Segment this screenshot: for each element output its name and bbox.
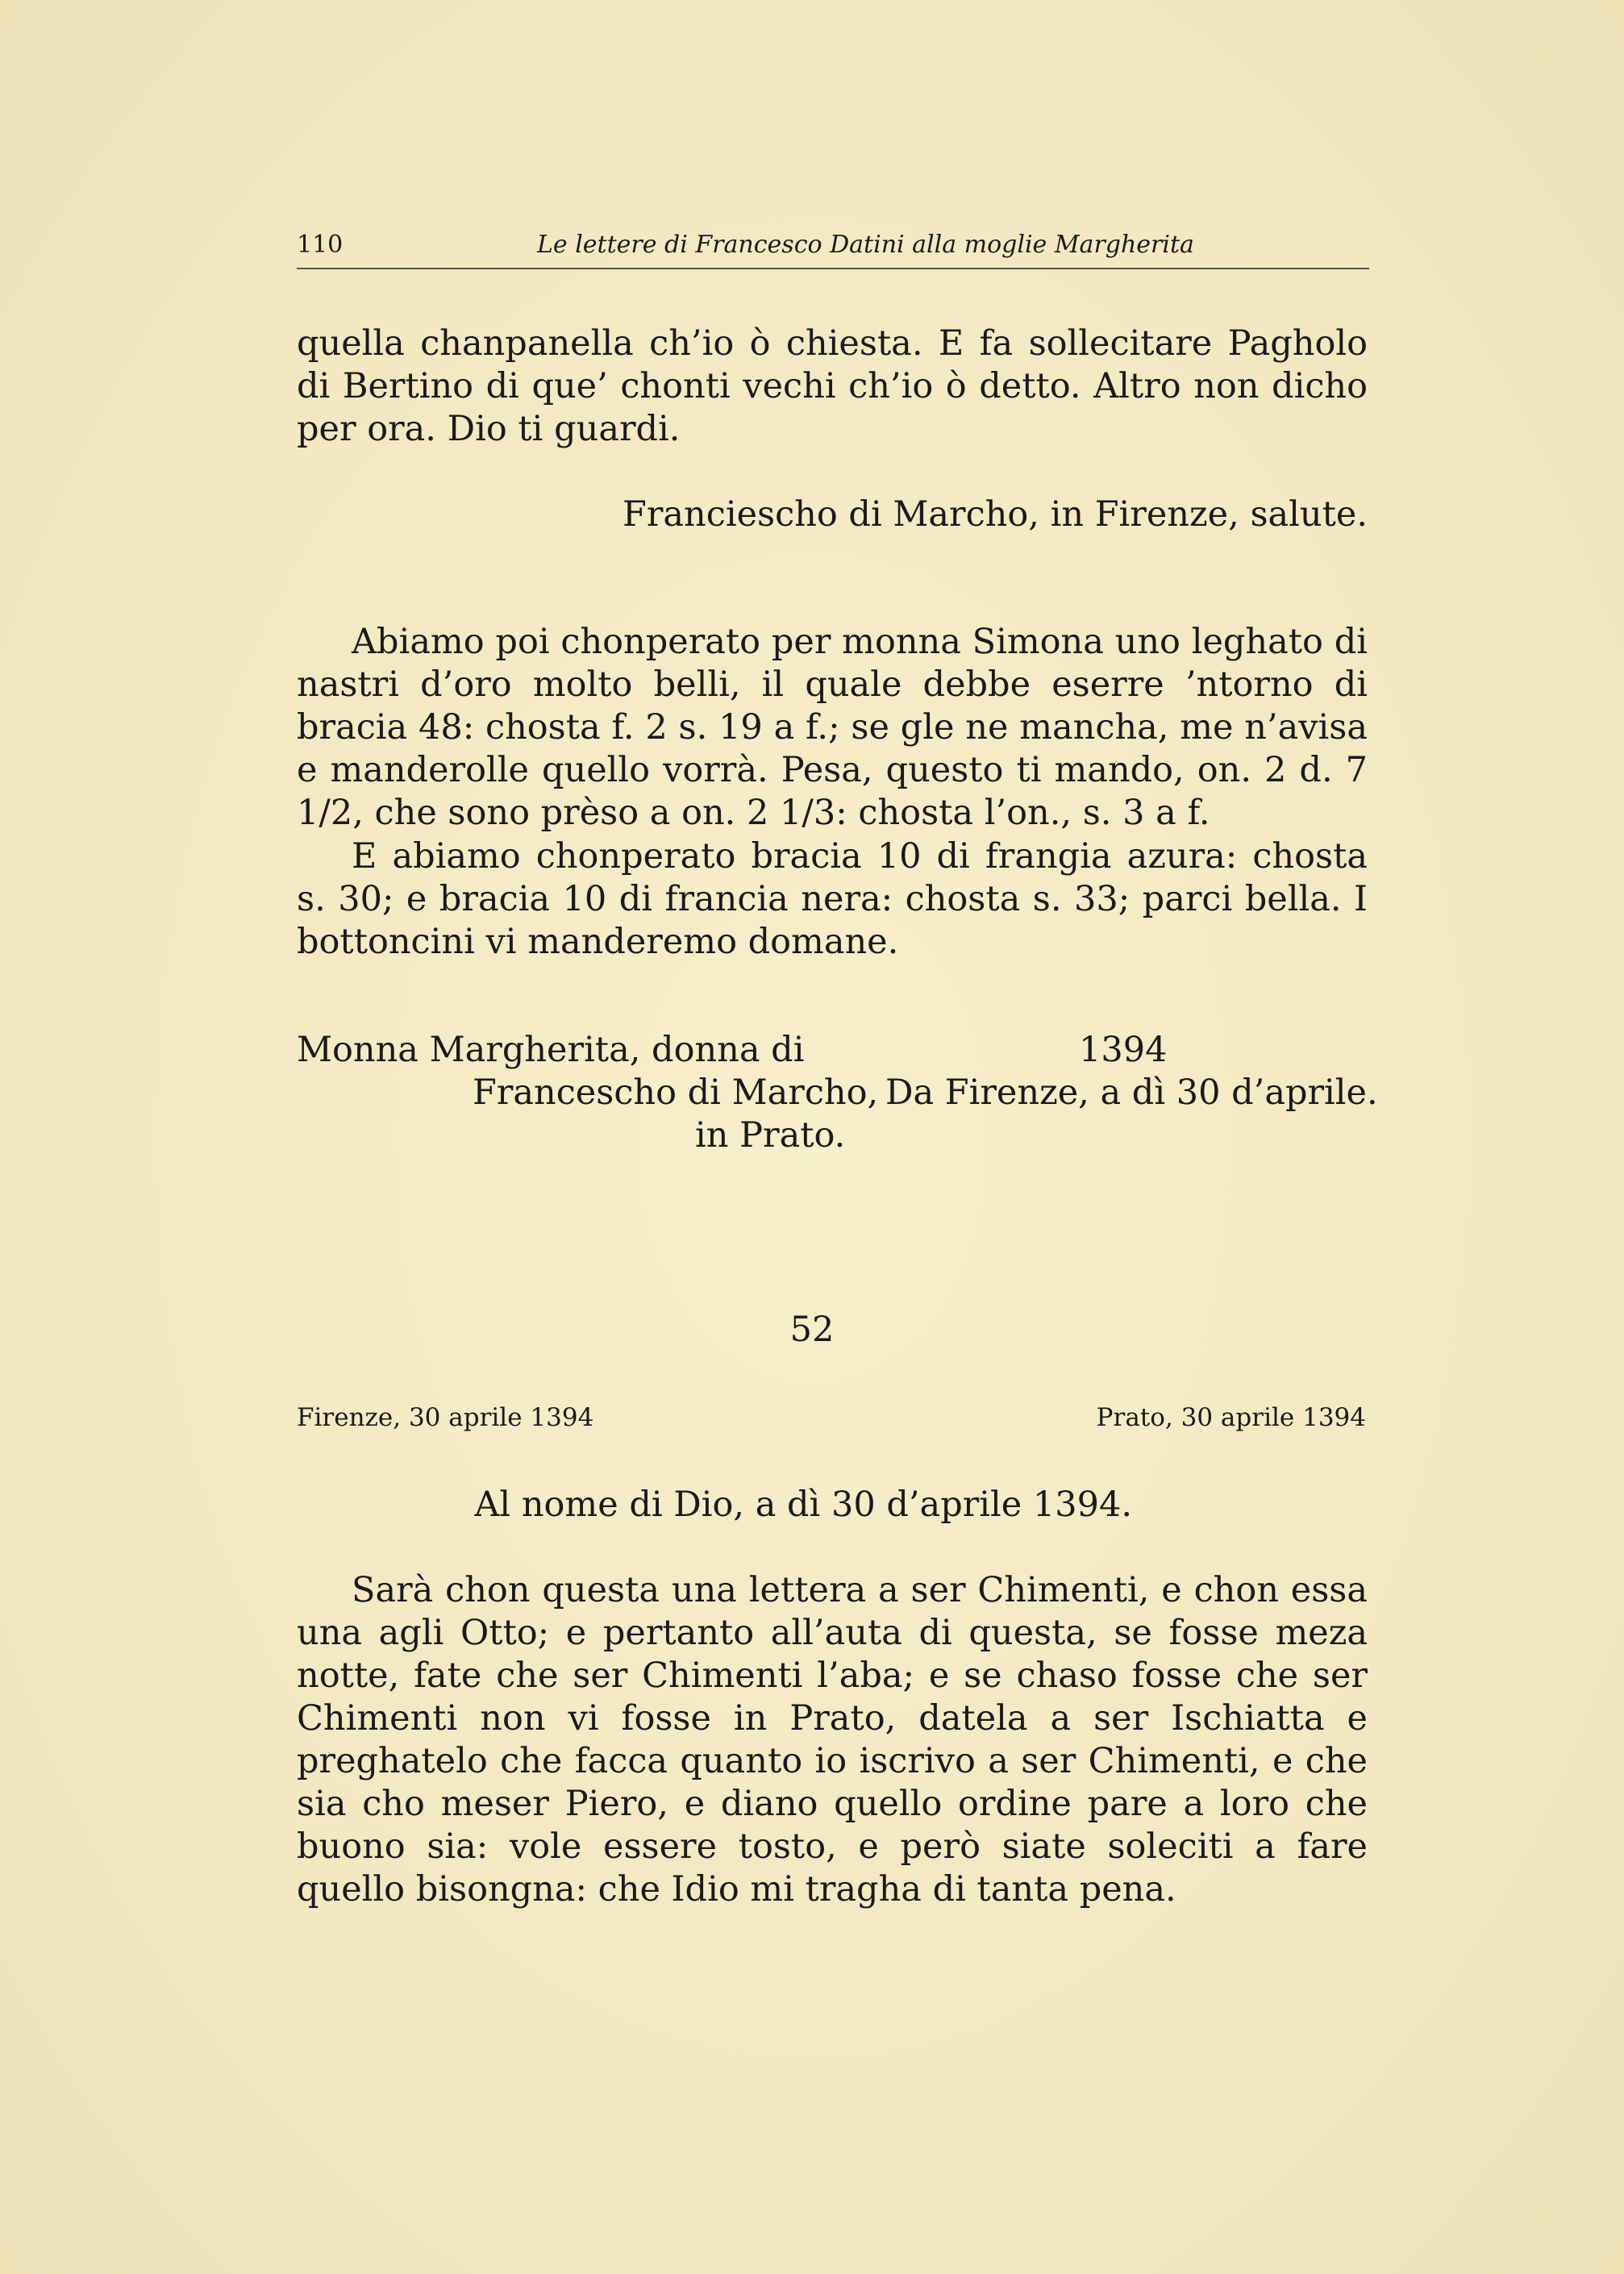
letter-heading: Al nome di Dio, a dì 30 d’aprile 1394. [474, 1485, 1132, 1525]
letter-signature: Franciescho di Marcho, in Firenze, salute. [623, 494, 1368, 535]
received-place-date: Prato, 30 aprile 1394 [1096, 1403, 1366, 1432]
postscript-paragraph-2: E abiamo chonperato bracia 10 di frangia azura: chosta s. 30; e bracia 10 di francia nera: chosta s. 33; parci bella. I bottoncini vi manderemo domane. [297, 836, 1368, 962]
address-line-3: in Prato. [695, 1115, 846, 1156]
page-number: 110 [297, 231, 344, 259]
running-head [297, 227, 1369, 269]
endorsement-place-date: Da Firenze, a dì 30 d’aprile. [885, 1072, 1378, 1113]
letter-number: 52 [789, 1310, 835, 1350]
running-title: Le lettere di Francesco Datini alla moglie Margherita [537, 231, 1194, 259]
endorsement-year: 1394 [1079, 1030, 1168, 1070]
sent-place-date: Firenze, 30 aprile 1394 [297, 1403, 594, 1432]
letter-body: Sarà chon questa una lettera a ser Chimenti, e chon essa una agli Otto; e pertanto all’auta di questa, se fosse meza notte, fate che ser Chimenti l’aba; e se chaso fosse che ser Chimenti non vi fosse in Prato, datela a ser Ischiatta e preghatelo che facca quanto io iscrivo a ser Chimenti, e che sia cho meser Piero, e diano quello ordine pare a loro che buono sia: vole essere tosto, e però siate soleciti a fare quello bisongna: che Idio mi tragha di tanta pena. [297, 1570, 1368, 1910]
address-line-2: Francescho di Marcho, [473, 1072, 879, 1113]
postscript-paragraph-1: Abiamo poi chonperato per monna Simona uno leghato di nastri d’oro molto belli, il quale debbe eserre ’ntorno di bracia 48: chosta f. 2 s. 19 a f.; se gle ne mancha, me n’avisa e manderolle quello vorrà. Pesa, questo ti mando, on. 2 d. 7 1/2, che sono prèso a on. 2 1/3: chosta l’on., s. 3 a f. [297, 622, 1368, 833]
address-line-1: Monna Margherita, donna di [297, 1030, 805, 1070]
letter-closing-paragraph: quella chanpanella ch’io ò chiesta. E fa sollecitare Pagholo di Bertino di que’ chonti vechi ch’io ò detto. Altro non dicho per ora. Dio ti guardi. [297, 323, 1368, 449]
